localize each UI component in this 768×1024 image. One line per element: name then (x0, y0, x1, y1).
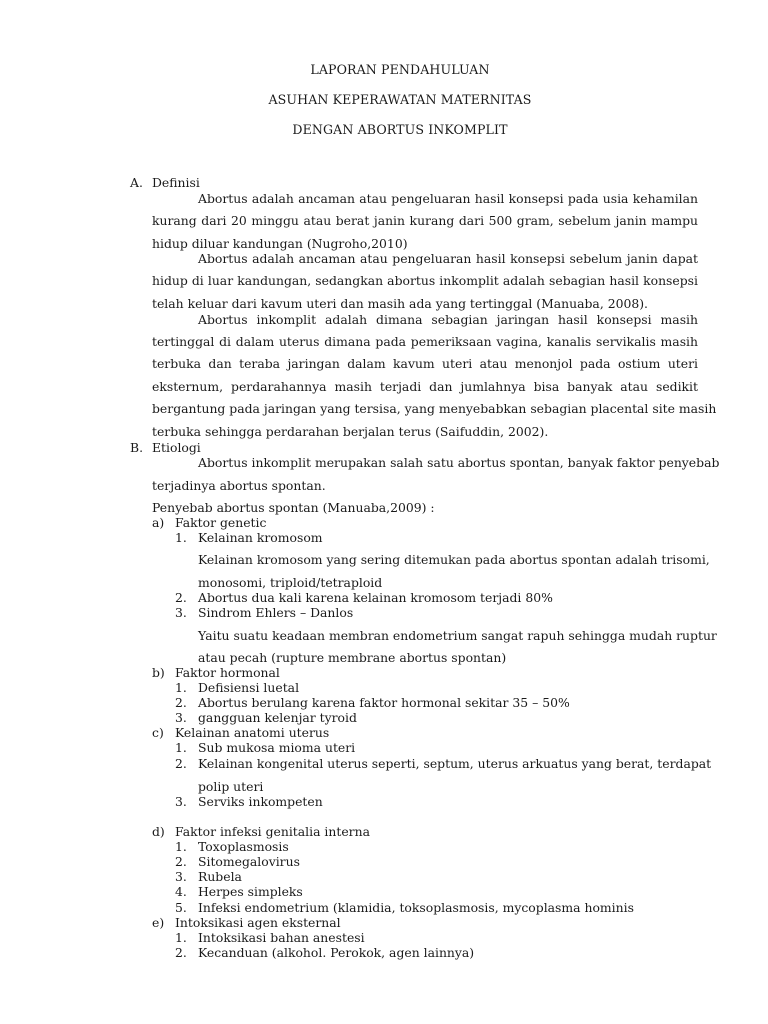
item-note-line: atau pecah (rupture membrane abortus spontan) (198, 650, 507, 665)
paragraph-line: hidup diluar kandungan (Nugroho,2010) (152, 236, 408, 251)
list-number: 2. (175, 756, 187, 771)
list-number: 1. (175, 930, 187, 945)
list-item: Rubela (198, 869, 242, 884)
item-note-line: Yaitu suatu keadaan membran endometrium sangat rapuh sehingga mudah ruptur (198, 628, 717, 643)
list-item: Defisiensi luetal (198, 680, 300, 695)
list-item: gangguan kelenjar tyroid (198, 710, 357, 725)
group-a-label: Faktor genetic (175, 515, 267, 530)
list-item: Sindrom Ehlers – Danlos (198, 605, 354, 620)
list-item: Infeksi endometrium (klamidia, toksoplasmosis, mycoplasma hominis (198, 900, 634, 915)
list-number: 5. (175, 900, 187, 915)
section-b-heading: Etiologi (152, 440, 201, 455)
item-note-line: monosomi, triploid/tetraploid (198, 575, 383, 590)
paragraph-line: kurang dari 20 minggu atau berat janin kurang dari 500 gram, sebelum janin mampu (152, 213, 698, 228)
paragraph-line: terjadinya abortus spontan. (152, 478, 326, 493)
paragraph-line: eksternum, perdarahannya masih terjadi dan jumlahnya bisa banyak atau sedikit (152, 379, 698, 394)
list-item: Kelainan kongenital uterus seperti, septum, uterus arkuatus yang berat, terdapat (198, 756, 712, 771)
list-number: 2. (175, 695, 187, 710)
list-number: 3. (175, 869, 187, 884)
list-item: Toxoplasmosis (198, 839, 289, 854)
list-number: 3. (175, 605, 187, 620)
group-e-marker: e) (152, 915, 165, 930)
list-number: 2. (175, 854, 187, 869)
list-item-continuation: polip uteri (198, 779, 264, 794)
item-note-line: Kelainan kromosom yang sering ditemukan pada abortus spontan adalah trisomi, (198, 552, 710, 567)
group-d-marker: d) (152, 824, 165, 839)
title-line-1: LAPORAN PENDAHULUAN (310, 62, 490, 77)
section-a-marker: A. (130, 175, 143, 190)
paragraph-line: hidup di luar kandungan, sedangkan abortus inkomplit adalah sebagian hasil konsepsi (152, 273, 698, 288)
group-a-marker: a) (152, 515, 165, 530)
section-b-marker: B. (130, 440, 144, 455)
paragraph-line: Abortus adalah ancaman atau pengeluaran hasil konsepsi pada usia kehamilan (198, 191, 698, 206)
list-item: Herpes simpleks (198, 884, 303, 899)
group-c-label: Kelainan anatomi uterus (175, 725, 330, 740)
list-number: 3. (175, 710, 187, 725)
group-b-label: Faktor hormonal (175, 665, 280, 680)
list-number: 1. (175, 680, 187, 695)
paragraph-line: terbuka sehingga perdarahan berjalan terus (Saifuddin, 2002). (152, 424, 549, 439)
list-number: 1. (175, 839, 187, 854)
group-d-label: Faktor infeksi genitalia interna (175, 824, 370, 839)
paragraph-line: Abortus inkomplit adalah dimana sebagian jaringan hasil konsepsi masih (198, 312, 698, 327)
list-item: Abortus berulang karena faktor hormonal sekitar 35 – 50% (198, 695, 570, 710)
group-b-marker: b) (152, 665, 165, 680)
list-item: Abortus dua kali karena kelainan kromosom terjadi 80% (198, 590, 553, 605)
paragraph-line: Abortus inkomplit merupakan salah satu abortus spontan, banyak faktor penyebab (198, 455, 720, 470)
list-item: Sub mukosa mioma uteri (198, 740, 356, 755)
list-item: Serviks inkompeten (198, 794, 323, 809)
paragraph-line: telah keluar dari kavum uteri dan masih ada yang tertinggal (Manuaba, 2008). (152, 296, 649, 311)
section-a-heading: Definisi (152, 175, 200, 190)
paragraph-line: tertinggal di dalam uterus dimana pada pemeriksaan vagina, kanalis servikalis masih (152, 334, 698, 349)
paragraph-line: Abortus adalah ancaman atau pengeluaran hasil konsepsi sebelum janin dapat (198, 251, 698, 266)
list-number: 3. (175, 794, 187, 809)
paragraph-line: bergantung pada jaringan yang tersisa, yang menyebabkan sebagian placental site masih (152, 401, 717, 416)
group-c-marker: c) (152, 725, 164, 740)
list-number: 1. (175, 740, 187, 755)
list-number: 4. (175, 884, 187, 899)
list-number: 1. (175, 530, 187, 545)
paragraph-line: terbuka dan teraba jaringan dalam kavum uteri atau menonjol pada ostium uteri (152, 356, 698, 371)
list-item: Kelainan kromosom (198, 530, 323, 545)
list-item: Intoksikasi bahan anestesi (198, 930, 365, 945)
list-number: 2. (175, 945, 187, 960)
title-line-3: DENGAN ABORTUS INKOMPLIT (292, 122, 508, 137)
group-e-label: Intoksikasi agen eksternal (175, 915, 341, 930)
list-number: 2. (175, 590, 187, 605)
title-line-2: ASUHAN KEPERAWATAN MATERNITAS (268, 92, 532, 107)
paragraph-line: Penyebab abortus spontan (Manuaba,2009) : (152, 500, 435, 515)
list-item: Sitomegalovirus (198, 854, 300, 869)
list-item: Kecanduan (alkohol. Perokok, agen lainnya) (198, 945, 475, 960)
